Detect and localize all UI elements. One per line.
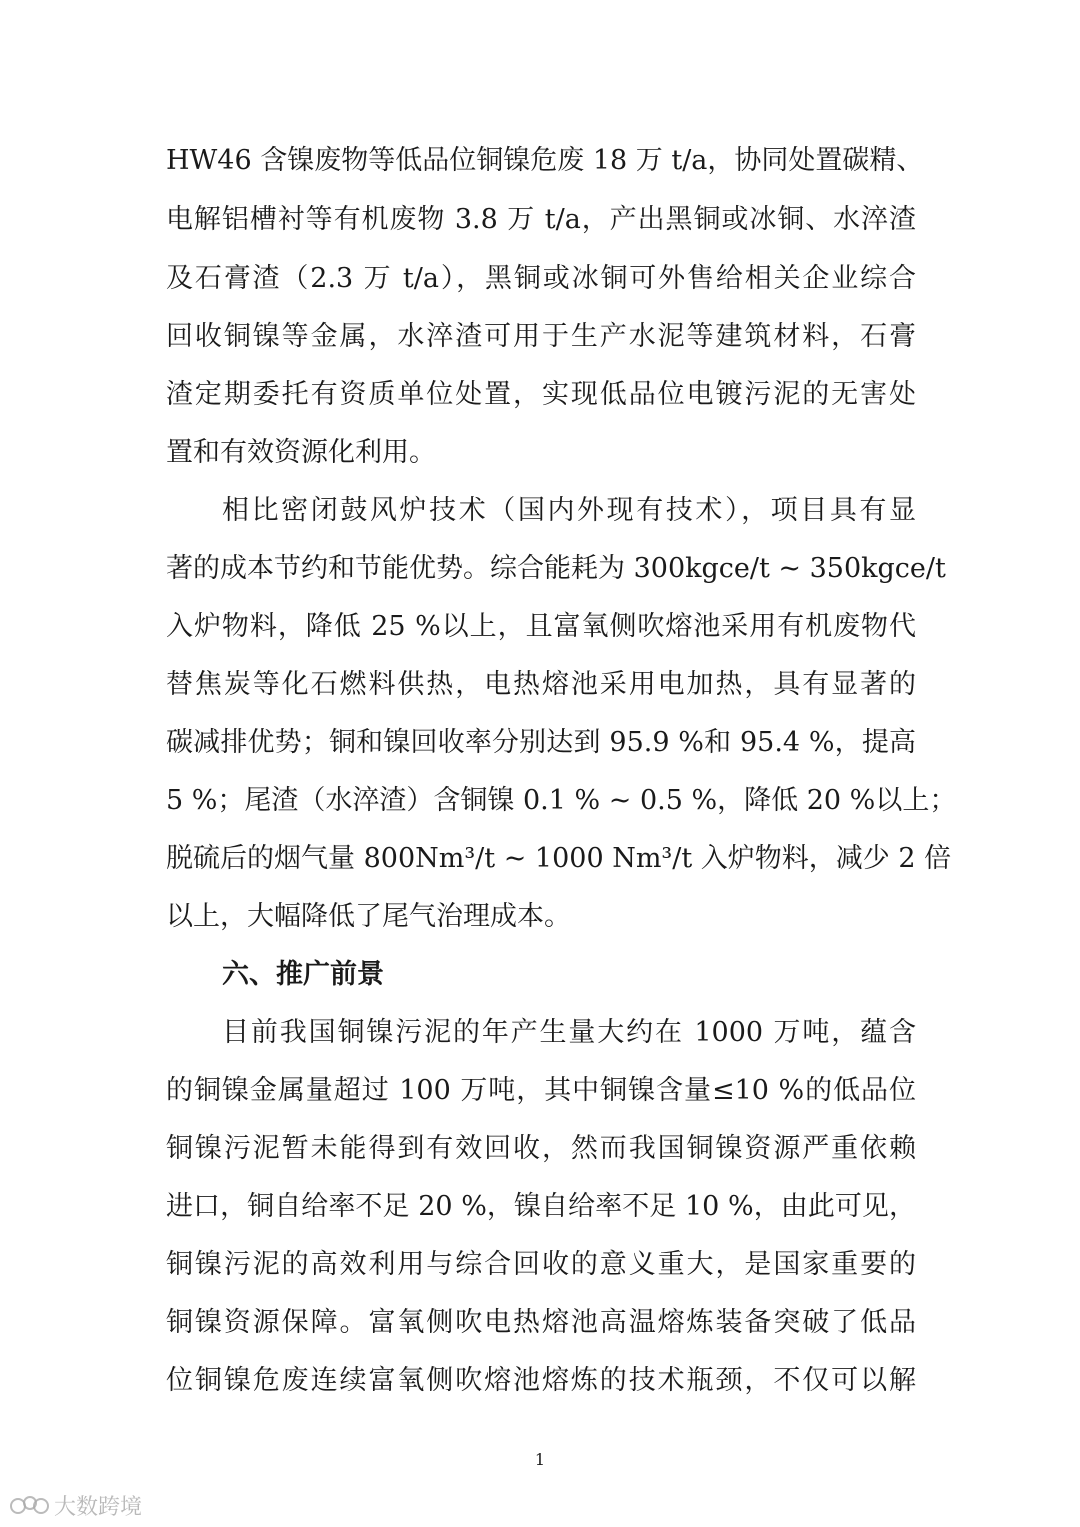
paragraph-3-line-1: 目前我国铜镍污泥的年产生量大约在 1000 万吨，蕴含 [222,1017,916,1048]
paragraph-2-line-3: 入炉物料，降低 25 %以上，且富氧侧吹熔池采用有机废物代 [166,611,916,642]
paragraph-3-line-4: 进口，铜自给率不足 20 %，镍自给率不足 10 %，由此可见， [166,1191,916,1222]
paragraph-3-line-7: 位铜镍危废连续富氧侧吹熔池熔炼的技术瓶颈，不仅可以解 [166,1365,916,1396]
paragraph-1-line-6: 置和有效资源化利用。 [166,437,436,468]
paragraph-2-line-5: 碳减排优势；铜和镍回收率分别达到 95.9 %和 95.4 %，提高 [166,727,916,758]
paragraph-1-line-4: 回收铜镍等金属，水淬渣可用于生产水泥等建筑材料，石膏 [166,321,916,352]
watermark-text: 大数跨境 [54,1495,143,1520]
paragraph-3-line-6: 铜镍资源保障。富氧侧吹电热熔池高温熔炼装备突破了低品 [166,1307,916,1338]
paragraph-2-line-4: 替焦炭等化石燃料供热，电热熔池采用电加热，具有显著的 [166,669,916,700]
paragraph-3-line-5: 铜镍污泥的高效利用与综合回收的意义重大，是国家重要的 [166,1249,916,1280]
page-number: 1 [534,1450,546,1469]
paragraph-1-line-2: 电解铝槽衬等有机废物 3.8 万 t/a，产出黑铜或冰铜、水淬渣 [166,204,916,235]
paragraph-1-line-3: 及石膏渣（2.3 万 t/a），黑铜或冰铜可外售给相关企业综合 [166,263,916,294]
paragraph-1-line-5: 渣定期委托有资质单位处置，实现低品位电镀污泥的无害处 [166,379,916,410]
paragraph-1-line-1: HW46 含镍废物等低品位铜镍危废 18 万 t/a，协同处置碳精、 [166,145,924,176]
paragraph-3-line-3: 铜镍污泥暂未能得到有效回收，然而我国铜镍资源严重依赖 [166,1133,916,1164]
paragraph-3-line-2: 的铜镍金属量超过 100 万吨，其中铜镍含量≤10 %的低品位 [166,1075,916,1106]
paragraph-2-line-7: 脱硫后的烟气量 800Nm³/t ~ 1000 Nm³/t 入炉物料，减少 2 倍 [166,843,952,874]
section-heading: 六、推广前景 [222,959,384,990]
paragraph-2-line-8: 以上，大幅降低了尾气治理成本。 [166,901,571,932]
logo-icon [10,1493,50,1519]
paragraph-2-line-2: 著的成本节约和节能优势。综合能耗为 300kgce/t ~ 350kgce/t [166,553,946,584]
paragraph-2-line-6: 5 %；尾渣（水淬渣）含铜镍 0.1 % ~ 0.5 %，降低 20 %以上； [166,785,957,816]
watermark [10,1490,142,1521]
paragraph-2-line-1: 相比密闭鼓风炉技术（国内外现有技术），项目具有显 [222,495,916,526]
